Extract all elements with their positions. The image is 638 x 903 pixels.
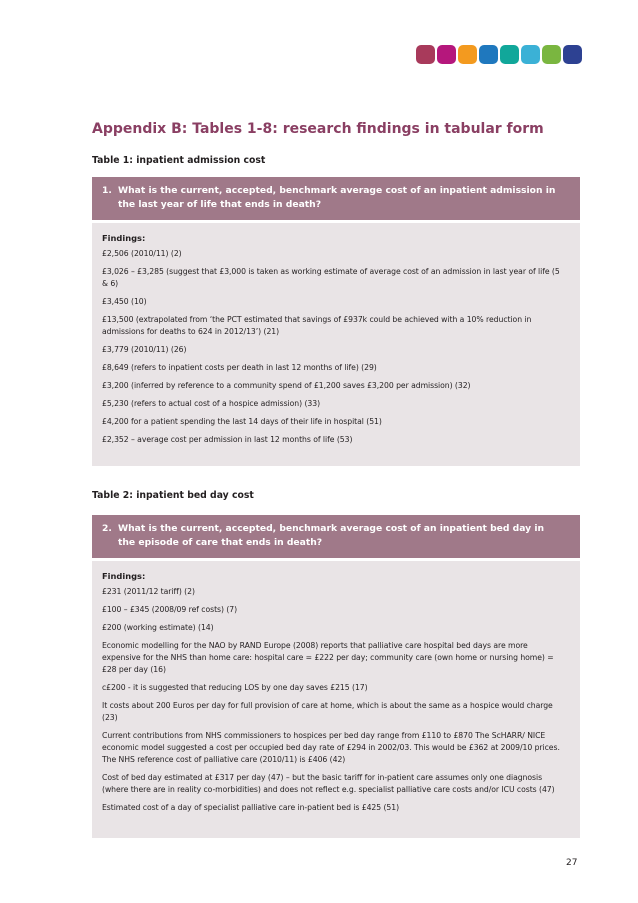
color-swatch — [479, 45, 498, 64]
color-swatch — [563, 45, 582, 64]
finding-item: c£200 - it is suggested that reducing LOS by one day saves £215 (17) — [102, 683, 368, 692]
color-swatch — [458, 45, 477, 64]
finding-item: £4,200 for a patient spending the last 14 days of their life in hospital (51) — [102, 417, 382, 426]
color-swatch — [521, 45, 540, 64]
finding-item: £3,026 – £3,285 (suggest that £3,000 is taken as working estimate of average cost of an admission in last year of life (5 & 6) — [102, 267, 560, 288]
page-number: 27 — [566, 858, 578, 868]
question-text: What is the current, accepted, benchmark average cost of an inpatient bed day in the episode of care that ends in death? — [118, 523, 545, 548]
page-heading: Appendix B: Tables 1-8: research findings in tabular form — [92, 121, 544, 137]
table-1-box — [92, 177, 580, 466]
finding-item: It costs about 200 Euros per day for full provision of care at home, which is about the same as a hospice would charge (23) — [102, 701, 553, 722]
color-swatch — [500, 45, 519, 64]
color-swatch — [542, 45, 561, 64]
finding-item: £2,352 – average cost per admission in last 12 months of life (53) — [102, 435, 353, 444]
finding-item: £2,506 (2010/11) (2) — [102, 249, 182, 258]
finding-item: £3,450 (10) — [102, 297, 147, 306]
finding-item: Estimated cost of a day of specialist palliative care in-patient bed is £425 (51) — [102, 803, 400, 812]
question-number: 1. — [102, 185, 112, 196]
finding-item: £231 (2011/12 tariff) (2) — [102, 587, 195, 596]
finding-item: £100 – £345 (2008/09 ref costs) (7) — [102, 605, 238, 614]
finding-item: £200 (working estimate) (14) — [102, 623, 214, 632]
table-2-box — [92, 515, 580, 838]
finding-item: £8,649 (refers to inpatient costs per death in last 12 months of life) (29) — [102, 363, 377, 372]
finding-item: £3,779 (2010/11) (26) — [102, 345, 187, 354]
table-1-findings — [92, 223, 580, 446]
color-swatch — [416, 45, 435, 64]
brand-color-strip — [416, 45, 582, 64]
finding-item: £13,500 (extrapolated from ‘the PCT estimated that savings of £937k could be achieved with a 10% reduction in admissions for deaths to 624 in 2012/13’) (21) — [102, 315, 532, 336]
question-text: What is the current, accepted, benchmark average cost of an inpatient admission in the last year of life that ends in death? — [118, 185, 556, 210]
table-1-caption: Table 1: inpatient admission cost — [92, 155, 266, 166]
finding-item: Economic modelling for the NAO by RAND Europe (2008) reports that palliative care hospital bed days are more expensive for the NHS than home care: hospital care = £222 per day; community care (own home or nursing home) = £28 per day (16) — [102, 641, 554, 674]
table-2-question — [92, 515, 580, 561]
table-1-question — [92, 177, 580, 223]
color-swatch — [437, 45, 456, 64]
findings-label: Findings: — [102, 571, 146, 581]
finding-item: Current contributions from NHS commissioners to hospices per bed day range from £110 to £870 The ScHARR/ NICE economic model suggested a cost per occupied bed day rate of £294 in 2002/03. This would be £362 at 2009/10 prices. The NHS reference cost of palliative care (2010/11) is £406 (42) — [102, 731, 560, 764]
table-2-caption: Table 2: inpatient bed day cost — [92, 490, 254, 501]
finding-item: £3,200 (inferred by reference to a community spend of £1,200 saves £3,200 per admission) (32) — [102, 381, 471, 390]
table-2-findings — [92, 561, 580, 814]
finding-item: Cost of bed day estimated at £317 per day (47) – but the basic tariff for in-patient care assumes only one diagnosis (where there are in reality co-morbidities) and does not reflect e.g. specialist palliative care costs and/or ICU costs (47) — [102, 773, 555, 794]
findings-label: Findings: — [102, 233, 146, 243]
question-number: 2. — [102, 523, 112, 534]
finding-item: £5,230 (refers to actual cost of a hospice admission) (33) — [102, 399, 321, 408]
